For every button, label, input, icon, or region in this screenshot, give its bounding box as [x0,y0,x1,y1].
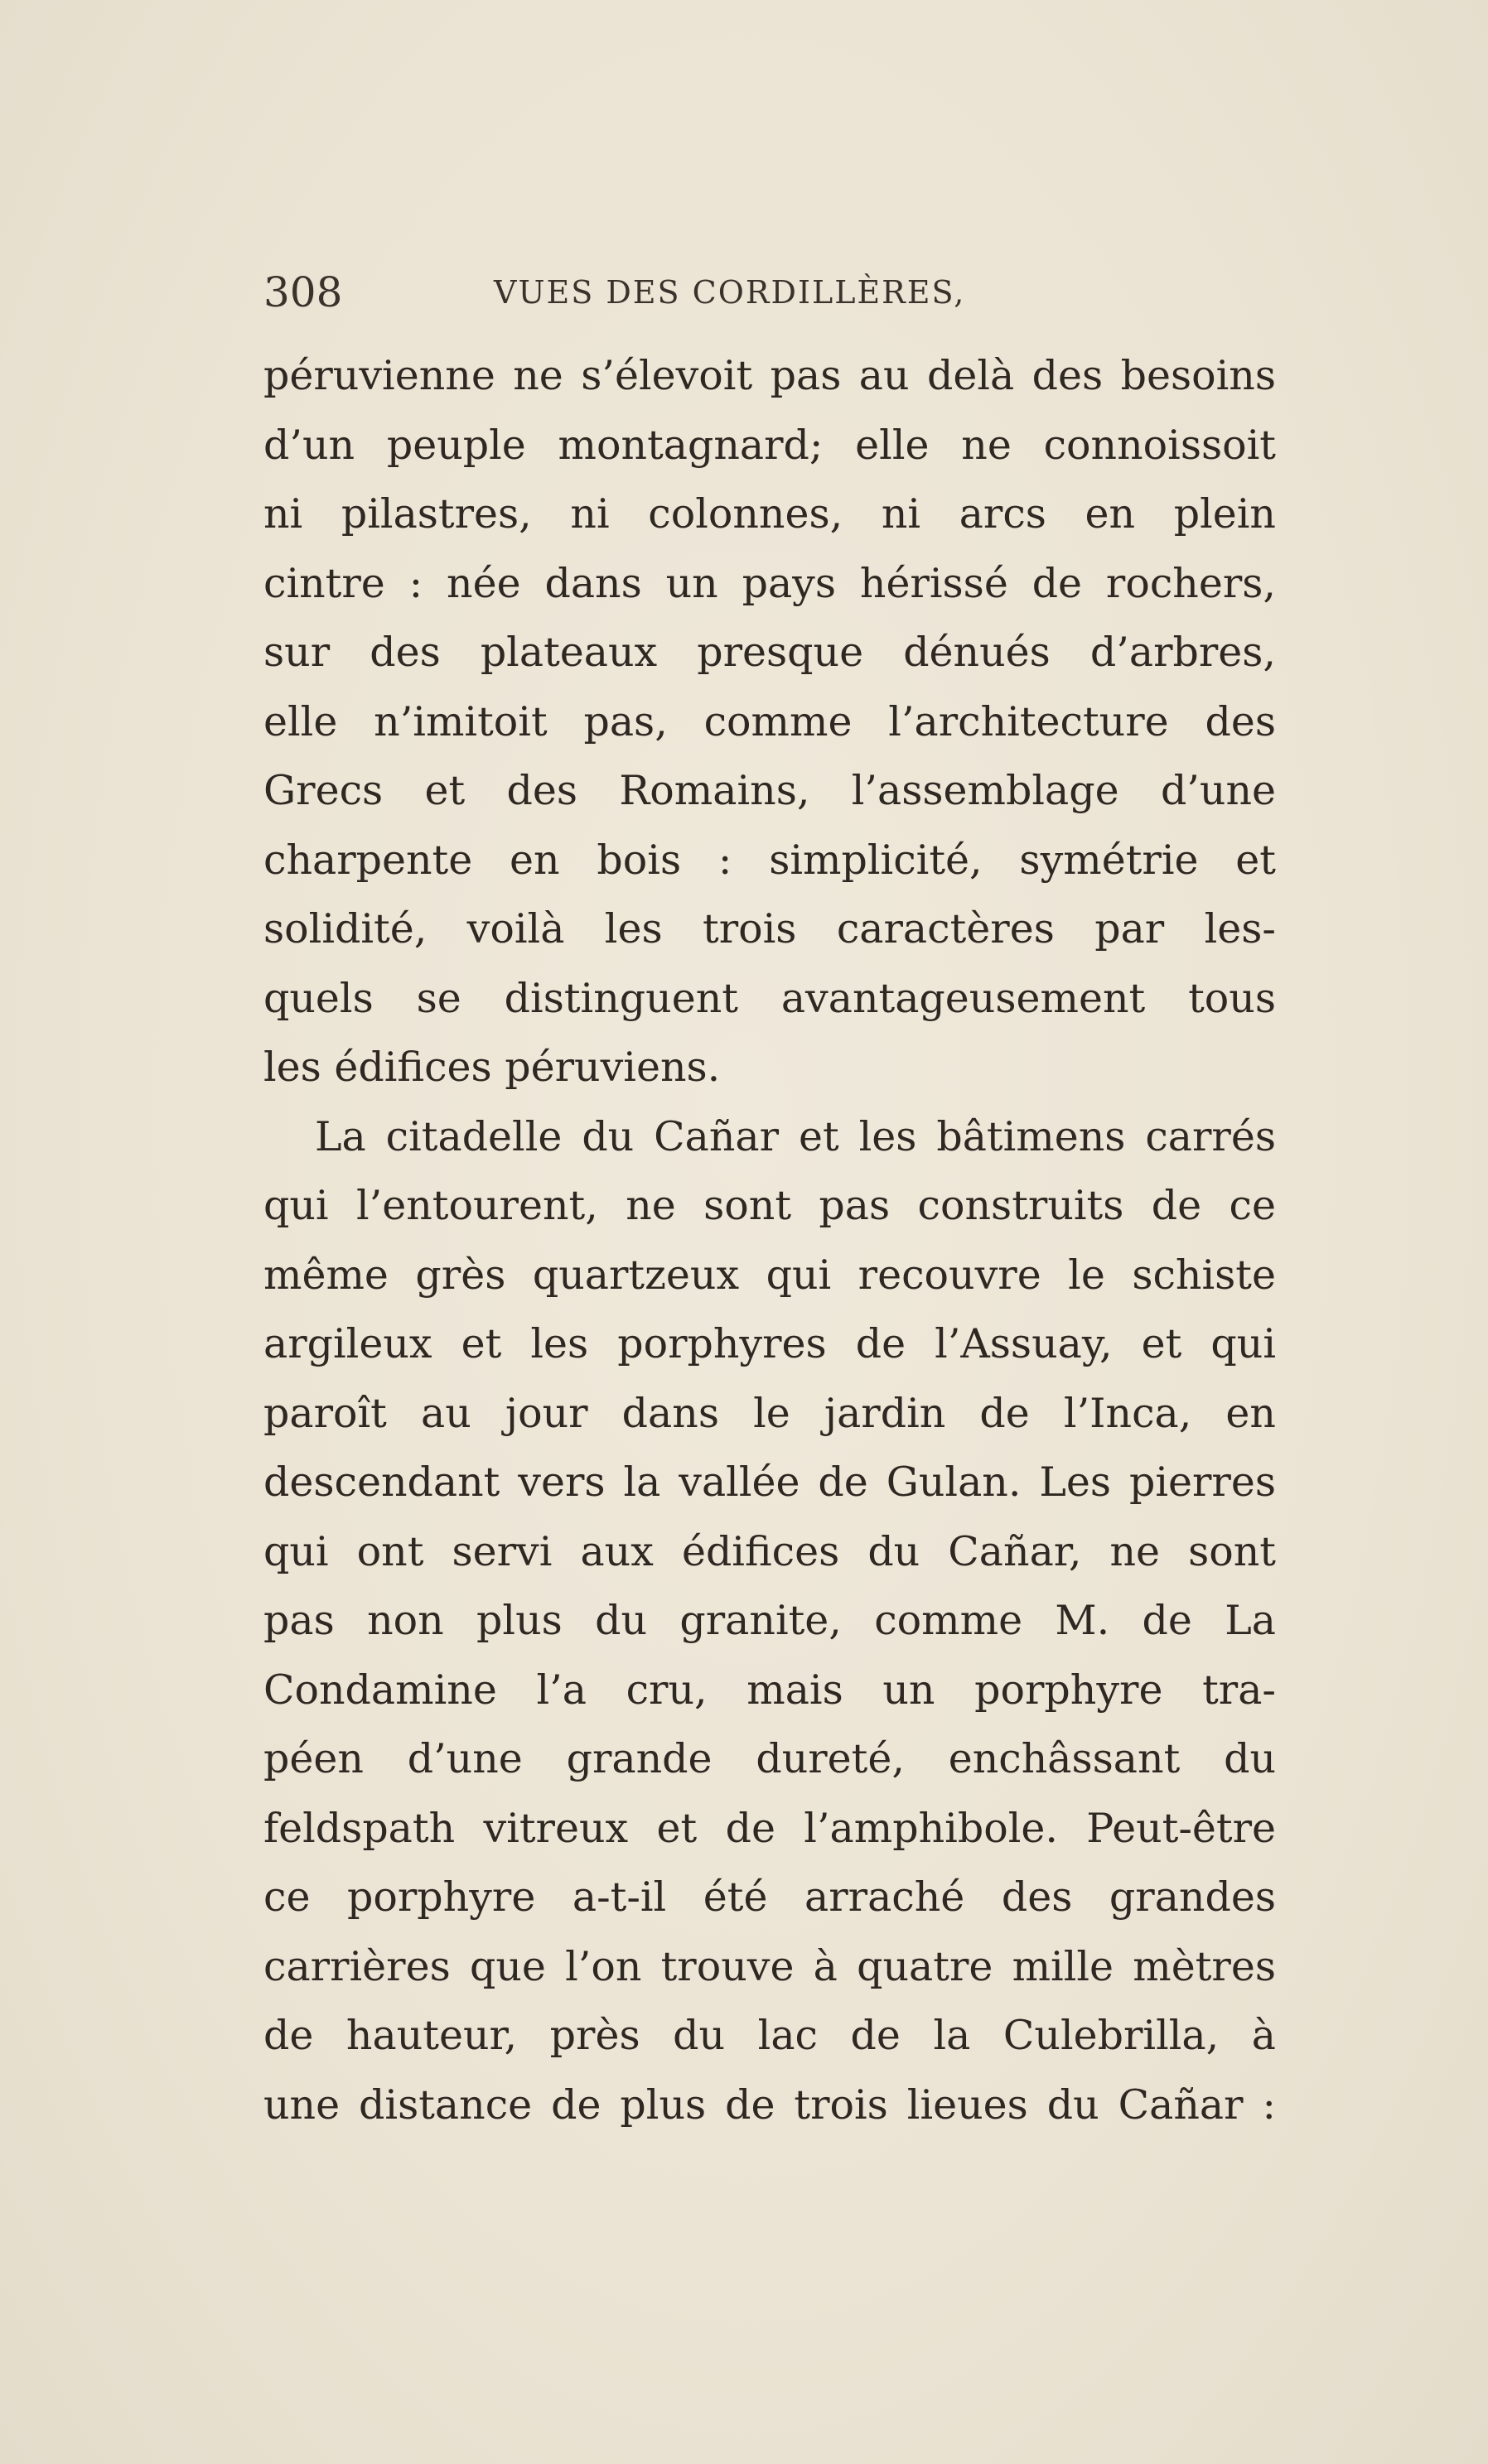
text-line: elle n’imitoit pas, comme l’architecture des [263,697,1276,745]
running-title: VUES DES CORDILLÈRES, [494,274,966,311]
text-line: une distance de plus de trois lieues du Cañar : [263,2081,1276,2129]
text-line: quels se distinguent avantageusement tous [263,974,1276,1022]
body-text [263,341,1276,2139]
text-line: paroît au jour dans le jardin de l’Inca, en [263,1389,1276,1437]
text-line: de hauteur, près du lac de la Culebrilla, à [263,2012,1276,2059]
text-line: même grès quartzeux qui recouvre le schiste [263,1251,1276,1299]
paragraph-last-line: les édifices péruviens. [263,1044,721,1091]
text-line: ni pilastres, ni colonnes, ni arcs en plein [263,490,1276,538]
text-line: Condamine l’a cru, mais un porphyre tra- [263,1666,1276,1714]
text-line: qui l’entourent, ne sont pas construits de ce [263,1182,1276,1229]
text-line: descendant vers la vallée de Gulan. Les pierres [263,1459,1276,1506]
text-line: péruvienne ne s’élevoit pas au delà des besoins [263,352,1276,399]
text-line: cintre : née dans un pays hérissé de rochers, [263,559,1276,607]
text-line: charpente en bois : simplicité, symétrie et [263,836,1276,884]
text-line: Grecs et des Romains, l’assemblage d’une [263,767,1276,814]
text-line: pas non plus du granite, comme M. de La [263,1597,1276,1644]
page-header [263,263,1284,321]
text-line: d’un peuple montagnard; elle ne connoissoit [263,421,1276,469]
paragraph-first-line: La citadelle du Cañar et les bâtimens carrés [315,1112,1276,1160]
text-line: feldspath vitreux et de l’amphibole. Peut-être [263,1804,1276,1852]
text-line: qui ont servi aux édifices du Cañar, ne sont [263,1527,1276,1575]
text-line: ce porphyre a-t-il été arraché des grandes [263,1873,1276,1921]
text-line: sur des plateaux presque dénués d’arbres, [263,629,1276,676]
text-line: carrières que l’on trouve à quatre mille mètres [263,1942,1276,1990]
text-line: péen d’une grande dureté, enchâssant du [263,1735,1276,1782]
text-line: solidité, voilà les trois caractères par les- [263,905,1276,952]
text-line: argileux et les porphyres de l’Assuay, et qui [263,1320,1276,1367]
page-number: 308 [263,268,343,316]
